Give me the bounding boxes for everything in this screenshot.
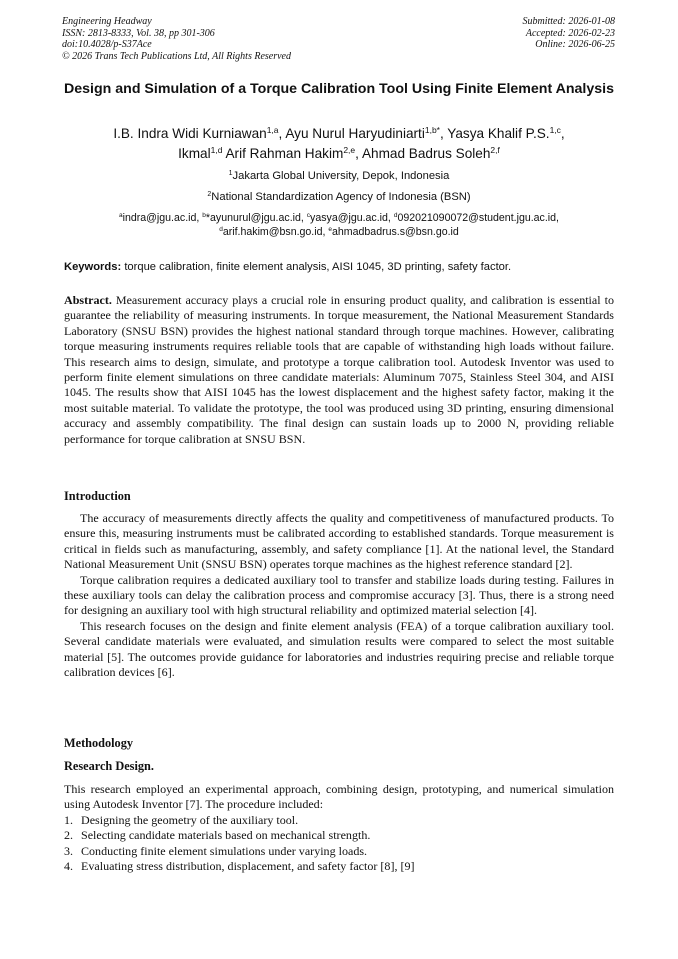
author: Ayu Nurul Haryudiniarti$^{1,b*}$, (285, 125, 448, 141)
email: $^d$arif.hakim@bsn.go.id, (219, 226, 329, 238)
paper-title: Design and Simulation of a Torque Calibration Tool Using Finite Element Analysis (64, 81, 614, 97)
methodology-body (64, 782, 614, 813)
author: Ahmad Badrus Soleh$^{2,f}$ (361, 145, 500, 161)
abstract-label: Abstract. (64, 293, 112, 307)
list-item: 2. Selecting candidate materials based on mechanical strength. (64, 828, 371, 843)
author: I.B. Indra Widi Kurniawan$^{1,a}$, (113, 125, 286, 141)
introduction-heading: Introduction (64, 489, 131, 503)
paragraph: The accuracy of measurements directly affects the quality and competitiveness of manufactured products. To ensure this, measuring instruments must be calibrated according to established standards. Torque measurement is critical in fields such as manufacturing, assembly, and safety compliance [1]. At the national level, the Standard National Measurement Unit (SNSU BSN) operates torque machines as the highest reference standard [2]. (64, 511, 614, 572)
list-item: 1. Designing the geometry of the auxiliary tool. (64, 813, 299, 827)
email: $^c$yasya@jgu.ac.id, (306, 212, 394, 224)
email: $^a$indra@jgu.ac.id, (118, 212, 203, 224)
email: $^b$*ayunurul@jgu.ac.id, (202, 212, 307, 224)
email: $^d$092021090072@student.jgu.ac.id, (393, 212, 559, 224)
list-item: 3. Conducting finite element simulations under varying loads. (64, 843, 368, 858)
publication-dates (523, 16, 616, 51)
author: Yasya Khalif P.S.$^{1,c}$, (447, 125, 565, 141)
affiliation: $^2$National Standardization Agency of Indonesia (BSN) (207, 191, 471, 203)
journal-doi: doi:10.4028/p-S37Ace (62, 39, 152, 50)
accepted-date: Accepted: 2026-02-23 (525, 27, 615, 39)
paragraph: This research focuses on the design and finite element analysis (FEA) of a torque calibration auxiliary tool. Several candidate materials were evaluated, and simulation results were compared to select the most suitable material [5]. The outcomes provide guidance for laboratories and industries requiring precise and reliable torque calibration devices [6]. (64, 618, 614, 680)
procedure-list (64, 813, 614, 875)
email-list (64, 211, 614, 239)
introduction-body (64, 511, 614, 680)
abstract (64, 293, 614, 447)
paragraph: This research employed an experimental approach, combining design, prototyping, and numerical simulation using Autodesk Inventor [7]. The procedure included: (64, 782, 614, 812)
journal-name: Engineering Headway (62, 16, 152, 27)
keywords-label: Keywords: (64, 261, 122, 273)
email: $^e$ahmadbadrus.s@bsn.go.id (328, 226, 459, 238)
submitted-date: Submitted: 2026-01-08 (522, 16, 615, 27)
author: Ikmal$^{1,d}$ (178, 145, 223, 161)
research-design-heading: Research Design. (64, 759, 154, 773)
online-date: Online: 2026-06-25 (535, 39, 615, 50)
list-item: 4. Evaluating stress distribution, displacement, and safety factor [8], [9] (64, 859, 415, 874)
paragraph: Torque calibration requires a dedicated auxiliary tool to transfer and stabilize loads during testing. Failures in these auxiliary tools can delay the calibration process and compromise accuracy [3]. Thus, there is a strong need for designing an auxiliary tool with high structural reliability and optimized material selection [4]. (64, 572, 614, 618)
journal-info (62, 16, 291, 62)
keywords (64, 260, 614, 274)
journal-issn: ISSN: 2813-8333, Vol. 38, pp 301-306 (62, 27, 215, 39)
author-list (64, 124, 614, 164)
methodology-heading: Methodology (64, 736, 133, 750)
abstract-text: Measurement accuracy plays a crucial role in ensuring product quality, and calibration is essential to guarantee the reliability of measuring instruments. In torque measurement, the National Measurement Standards Laboratory (SNSU BSN) provides the highest national standard through torque machines. However, calibrating torque measuring instruments requires reliable tools that are capable of withstanding high loads without failure. This research aims to design, simulate, and prototype a torque calibration tool. Autodesk Inventor was used to perform finite element simulations on three candidate materials: Aluminum 7075, Stainless Steel 304, and AISI 1045. The results show that AISI 1045 has the lowest displacement and the highest safety factor, making it the most suitable material. To validate the prototype, the tool was produced using 3D printing, ensuring dimensional accuracy and assembly compatibility. The final design can sustain loads up to 2000 N, providing reliable performance for torque calibration at SNSU BSN. (64, 293, 614, 446)
keywords-text: torque calibration, finite element analysis, AISI 1045, 3D printing, safety factor. (124, 261, 512, 273)
affiliation: $^1$Jakarta Global University, Depok, Indonesia (228, 170, 450, 182)
journal-copyright: © 2026 Trans Tech Publications Ltd, All Rights Reserved (62, 50, 291, 62)
author: Arif Rahman Hakim$^{2,e}$, (225, 145, 362, 161)
